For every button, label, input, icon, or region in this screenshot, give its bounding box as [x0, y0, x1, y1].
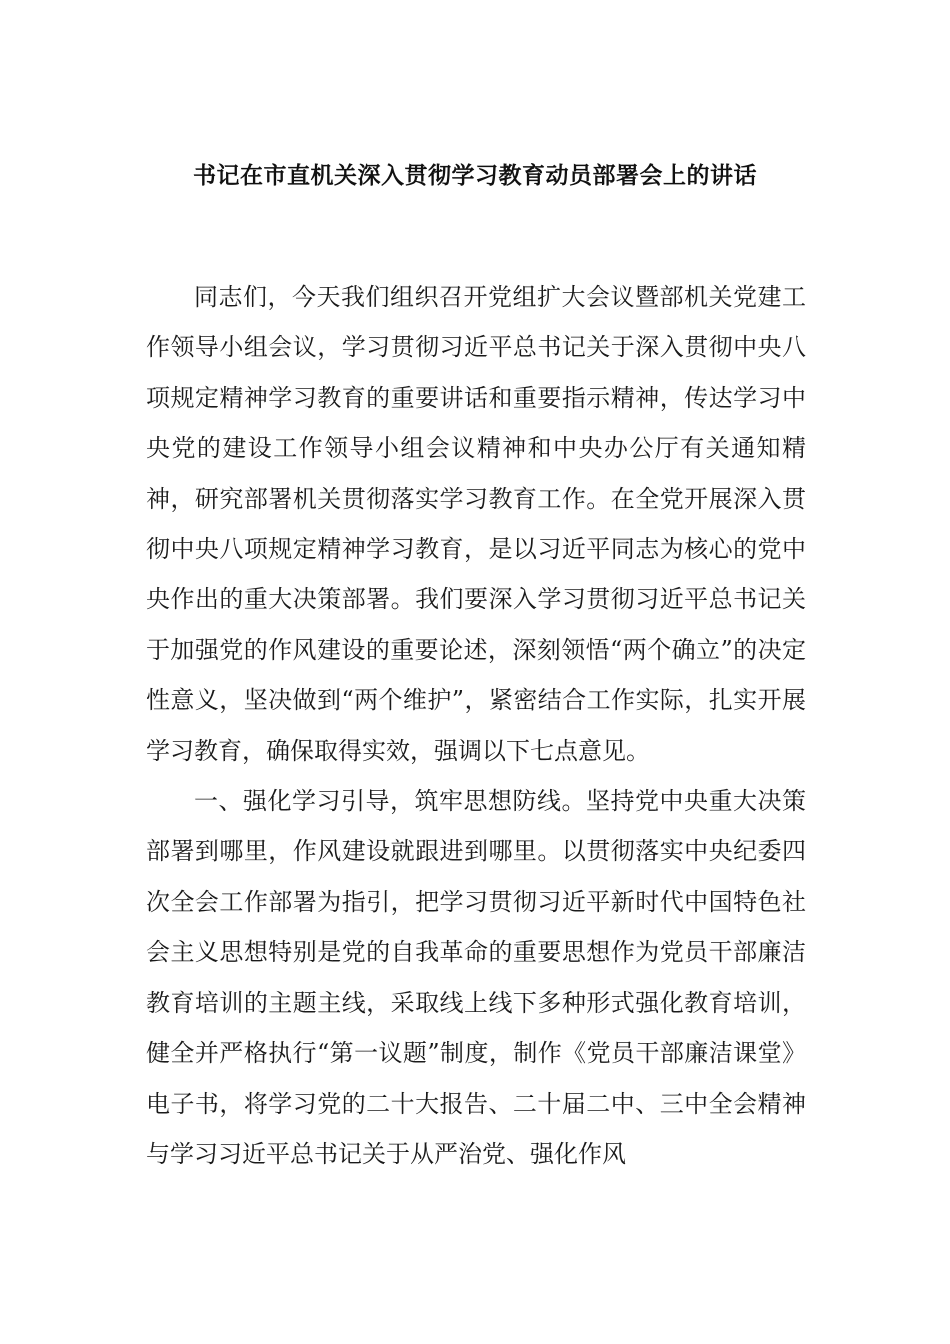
document-title: 书记在市直机关深入贯彻学习教育动员部署会上的讲话 — [193, 162, 757, 189]
paragraph-point-one: 一、强化学习引导，筑牢思想防线。坚持党中央重大决策部署到哪里，作风建设就跟进到哪里。以贯彻落实中央纪委四次全会工作部署为指引，把学习贯彻习近平新时代中国特色社会主义思想特别是党的自我革命的重要思想作为党员干部廉洁教育培训的主题主线，采取线上线下多种形式强化教育培训，健全并严格执行“第一议题”制度，制作《党员干部廉洁课堂》电子书，将学习党的二十大报告、二十届二中、三中全会精神与学习习近平总书记关于从严治党、强化作风 — [146, 787, 806, 1168]
document-body — [146, 272, 806, 1179]
paragraph-intro: 同志们，今天我们组织召开党组扩大会议暨部机关党建工作领导小组会议，学习贯彻习近平总书记关于深入贯彻中央八项规定精神学习教育的重要讲话和重要指示精神，传达学习中央党的建设工作领导小组会议精神和中央办公厅有关通知精神，研究部署机关贯彻落实学习教育工作。在全党开展深入贯彻中央八项规定精神学习教育，是以习近平同志为核心的党中央作出的重大决策部署。我们要深入学习贯彻习近平总书记关于加强党的作风建设的重要论述，深刻领悟“两个确立”的决定性意义，坚决做到“两个维护”，紧密结合工作实际，扎实开展学习教育，确保取得实效，强调以下七点意见。 — [146, 283, 806, 765]
